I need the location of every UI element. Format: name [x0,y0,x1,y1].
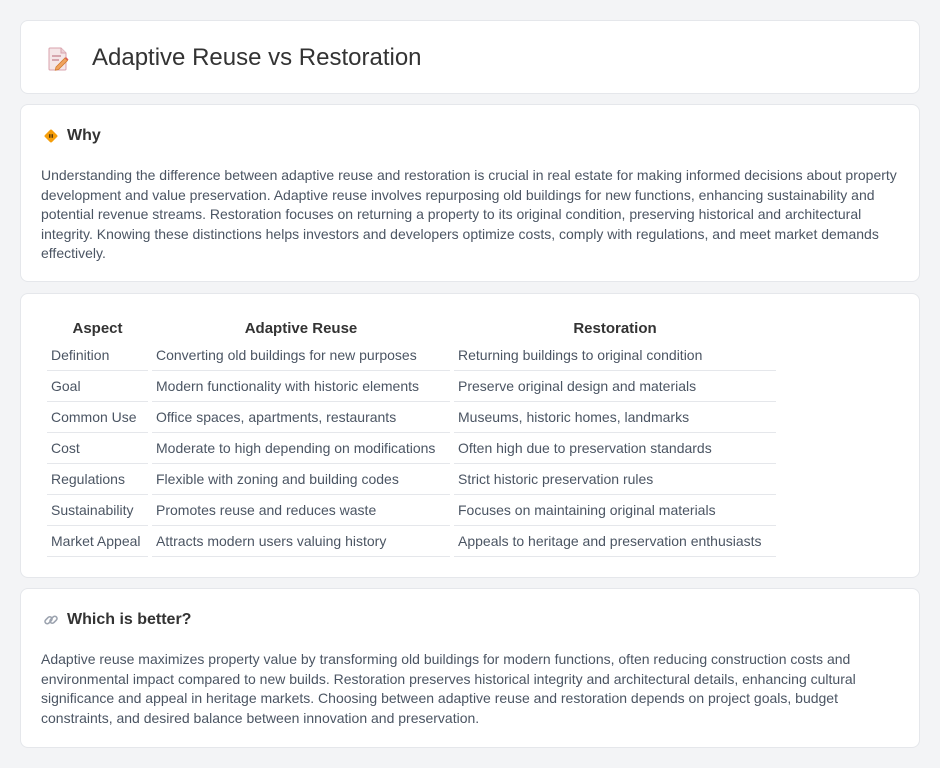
which-better-title: Which is better? [67,611,192,628]
table-cell: Goal [47,371,148,402]
comparison-table [43,316,780,557]
table-row [47,495,776,526]
diamond-sign-icon [43,128,59,144]
table-cell: Returning buildings to original condition [454,340,776,371]
table-cell: Sustainability [47,495,148,526]
table-cell: Attracts modern users valuing history [152,526,450,557]
why-title: Why [67,127,101,144]
table-cell: Common Use [47,402,148,433]
comparison-card [20,293,920,578]
table-cell: Market Appeal [47,526,148,557]
which-better-card [20,588,920,748]
table-cell: Promotes reuse and reduces waste [152,495,450,526]
table-cell: Definition [47,340,148,371]
table-cell: Converting old buildings for new purposes [152,340,450,371]
column-header-aspect: Aspect [72,319,123,337]
page-title: Adaptive Reuse vs Restoration [92,44,422,71]
table-cell: Cost [47,433,148,464]
which-better-heading [43,611,191,629]
table-cell: Modern functionality with historic elements [152,371,450,402]
which-better-text: Adaptive reuse maximizes property value by transforming old buildings for modern functions, often reducing construction costs and environmental impact compared to new builds. Restoration preserves historical integrity and architectural details, enhancing cultural significance and appeal in heritage markets. Choosing between adaptive reuse and restoration depends on project goals, budget constraints, and desired balance between innovation and preservation. [41,651,856,726]
why-heading [43,127,101,145]
table-cell: Moderate to high depending on modifications [152,433,450,464]
table-cell: Often high due to preservation standards [454,433,776,464]
table-row [47,371,776,402]
why-card [20,104,920,282]
table-cell: Flexible with zoning and building codes [152,464,450,495]
link-icon [43,612,59,628]
column-header-adaptive-reuse: Adaptive Reuse [244,319,358,337]
header-card [20,20,920,94]
table-cell: Strict historic preservation rules [454,464,776,495]
table-cell: Appeals to heritage and preservation enthusiasts [454,526,776,557]
table-row [47,433,776,464]
document-pencil-icon [47,47,69,71]
table-header-row [47,316,776,340]
table-cell: Preserve original design and materials [454,371,776,402]
table-row [47,402,776,433]
table-cell: Museums, historic homes, landmarks [454,402,776,433]
column-header-restoration: Restoration [573,319,657,337]
table-cell: Office spaces, apartments, restaurants [152,402,450,433]
table-row [47,526,776,557]
table-cell: Focuses on maintaining original materials [454,495,776,526]
table-row [47,340,776,371]
table-row [47,464,776,495]
why-text: Understanding the difference between adaptive reuse and restoration is crucial in real estate for making informed decisions about property development and value preservation. Adaptive reuse involves repurposing old buildings for new functions, enhancing sustainability and potential revenue streams. Restoration focuses on returning a property to its original condition, preserving historical and architectural integrity. Knowing these distinctions helps investors and developers optimize costs, comply with regulations, and meet market demands effectively. [41,167,897,262]
table-cell: Regulations [47,464,148,495]
